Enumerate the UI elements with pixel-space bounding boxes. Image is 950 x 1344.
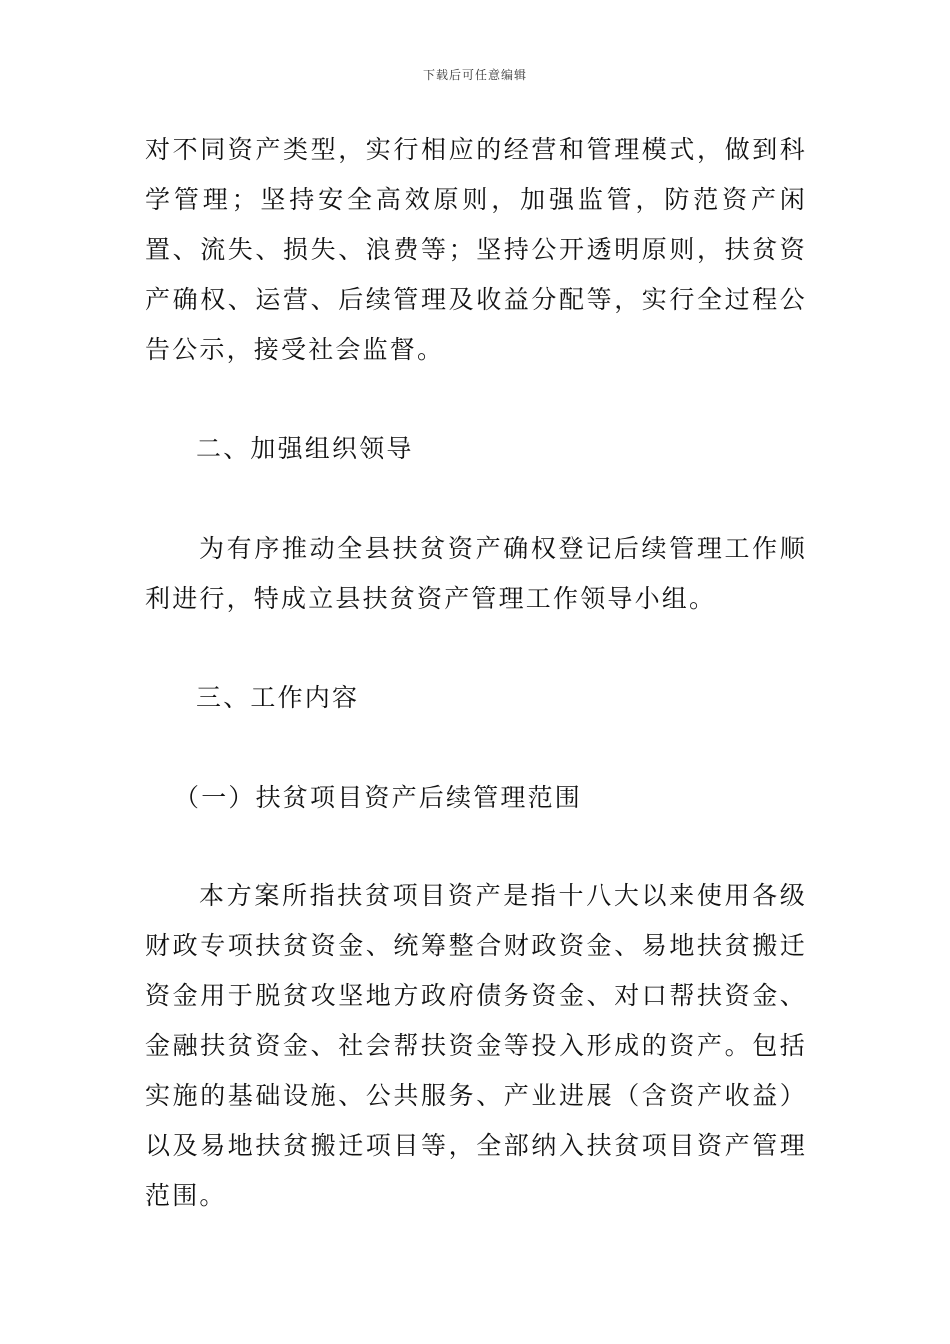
subsection-heading-1: （一）扶贫项目资产后续管理范围 (174, 783, 583, 812)
section-heading-3: 三、工作内容 (196, 683, 360, 712)
paragraph-section-2: 为有序推动全县扶贫资产确权登记后续管理工作顺利进行，特成立县扶贫资产管理工作领导小组。 (145, 534, 807, 613)
paragraph-continued: 对不同资产类型，实行相应的经营和管理模式，做到科学管理；坚持安全高效原则，加强监管，防范资产闲置、流失、损失、浪费等；坚持公开透明原则，扶贫资产确权、运营、后续管理及收益分配等，实行全过程公告公示，接受社会监督。 (145, 135, 807, 364)
paragraph-subsection-1: 本方案所指扶贫项目资产是指十八大以来使用各级财政专项扶贫资金、统筹整合财政资金、易地扶贫搬迁资金用于脱贫攻坚地方政府债务资金、对口帮扶资金、金融扶贫资金、社会帮扶资金等投入形成的资产。包括实施的基础设施、公共服务、产业进展（含资产收益）以及易地扶贫搬迁项目等，全部纳入扶贫项目资产管理范围。 (145, 881, 807, 1210)
page-header-note: 下载后可任意编辑 (422, 68, 527, 82)
section-heading-2: 二、加强组织领导 (196, 434, 414, 463)
